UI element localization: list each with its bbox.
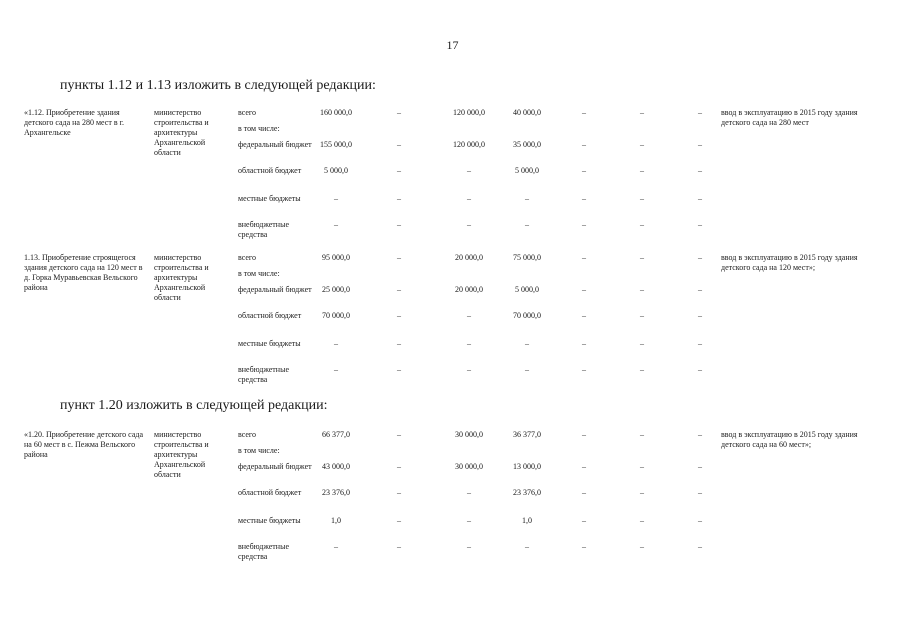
value-cell: –: [640, 253, 644, 262]
value-cell: 35 000,0: [513, 140, 541, 149]
value-cell: –: [640, 488, 644, 497]
value-cell: –: [525, 542, 529, 551]
value-cell: –: [397, 253, 401, 262]
value-cell: –: [698, 220, 702, 229]
value-cell: 120 000,0: [453, 108, 485, 117]
value-cell: 40 000,0: [513, 108, 541, 117]
value-cell: –: [640, 311, 644, 320]
value-cell: –: [582, 516, 586, 525]
source-federal: федеральный бюджет: [238, 140, 312, 149]
source-offbudget: внебюджетные средства: [238, 542, 289, 561]
value-cell: 23 376,0: [513, 488, 541, 497]
value-cell: –: [582, 220, 586, 229]
value-cell: 20 000,0: [455, 285, 483, 294]
source-regional: областной бюджет: [238, 488, 302, 497]
value-cell: –: [467, 220, 471, 229]
value-cell: –: [698, 253, 702, 262]
value-cell: –: [582, 462, 586, 471]
value-cell: 120 000,0: [453, 140, 485, 149]
value-cell: 70 000,0: [322, 311, 350, 320]
value-cell: –: [640, 339, 644, 348]
value-cell: –: [467, 516, 471, 525]
value-cell: –: [698, 311, 702, 320]
value-cell: –: [582, 339, 586, 348]
value-cell: –: [397, 488, 401, 497]
value-cell: –: [698, 339, 702, 348]
value-cell: –: [640, 430, 644, 439]
row-name: «1.20. Приобретение детского сада на 60 мест в с. Пежма Вельского района: [24, 430, 143, 459]
in-that-number: в том числе:: [238, 124, 280, 133]
value-cell: –: [467, 339, 471, 348]
value-cell: 5 000,0: [324, 166, 348, 175]
in-that-number: в том числе:: [238, 269, 280, 278]
value-cell: –: [698, 365, 702, 374]
value-cell: –: [582, 166, 586, 175]
value-cell: –: [397, 108, 401, 117]
value-cell: –: [640, 462, 644, 471]
value-cell: 1,0: [331, 516, 341, 525]
row-note: ввод в эксплуатацию в 2015 году здания детского сада на 280 мест: [721, 108, 858, 127]
row-executor: министерство строительства и архитектуры Архангельской области: [154, 108, 209, 157]
source-total: всего: [238, 430, 257, 439]
value-cell: –: [640, 542, 644, 551]
value-cell: –: [582, 365, 586, 374]
value-cell: 70 000,0: [513, 311, 541, 320]
value-cell: 5 000,0: [515, 166, 539, 175]
value-cell: –: [698, 140, 702, 149]
value-cell: –: [397, 339, 401, 348]
value-cell: –: [525, 339, 529, 348]
value-cell: –: [640, 220, 644, 229]
value-cell: –: [397, 194, 401, 203]
value-cell: –: [467, 194, 471, 203]
section-heading-1: пункты 1.12 и 1.13 изложить в следующей редакции:: [60, 78, 376, 93]
value-cell: –: [334, 194, 338, 203]
value-cell: –: [582, 253, 586, 262]
value-cell: 66 377,0: [322, 430, 350, 439]
value-cell: –: [698, 285, 702, 294]
value-cell: 20 000,0: [455, 253, 483, 262]
value-cell: –: [582, 542, 586, 551]
value-cell: –: [698, 516, 702, 525]
value-cell: –: [397, 462, 401, 471]
value-cell: –: [640, 108, 644, 117]
value-cell: –: [698, 488, 702, 497]
value-cell: –: [640, 194, 644, 203]
value-cell: 1,0: [522, 516, 532, 525]
row-note: ввод в эксплуатацию в 2015 году здания детского сада на 120 мест»;: [721, 253, 858, 272]
value-cell: –: [467, 488, 471, 497]
value-cell: –: [397, 516, 401, 525]
value-cell: 5 000,0: [515, 285, 539, 294]
value-cell: –: [397, 285, 401, 294]
value-cell: –: [467, 166, 471, 175]
source-regional: областной бюджет: [238, 166, 302, 175]
source-local: местные бюджеты: [238, 516, 301, 525]
value-cell: 43 000,0: [322, 462, 350, 471]
value-cell: –: [698, 542, 702, 551]
value-cell: –: [334, 542, 338, 551]
source-local: местные бюджеты: [238, 339, 301, 348]
value-cell: –: [582, 108, 586, 117]
value-cell: –: [525, 365, 529, 374]
value-cell: –: [467, 311, 471, 320]
value-cell: –: [640, 365, 644, 374]
in-that-number: в том числе:: [238, 446, 280, 455]
row-note: ввод в эксплуатацию в 2015 году здания детского сада на 60 мест»;: [721, 430, 858, 449]
value-cell: –: [467, 365, 471, 374]
value-cell: –: [698, 108, 702, 117]
value-cell: –: [397, 430, 401, 439]
value-cell: –: [397, 365, 401, 374]
value-cell: –: [467, 542, 471, 551]
source-federal: федеральный бюджет: [238, 462, 312, 471]
value-cell: 75 000,0: [513, 253, 541, 262]
value-cell: 25 000,0: [322, 285, 350, 294]
value-cell: –: [334, 339, 338, 348]
value-cell: –: [397, 220, 401, 229]
row-executor: министерство строительства и архитектуры Архангельской области: [154, 430, 209, 479]
value-cell: –: [582, 285, 586, 294]
value-cell: –: [334, 220, 338, 229]
value-cell: –: [525, 220, 529, 229]
value-cell: –: [698, 430, 702, 439]
value-cell: –: [582, 194, 586, 203]
row-name: «1.12. Приобретение здания детского сада на 280 мест в г. Архангельске: [24, 108, 124, 137]
value-cell: –: [640, 166, 644, 175]
source-federal: федеральный бюджет: [238, 285, 312, 294]
value-cell: –: [640, 285, 644, 294]
value-cell: 23 376,0: [322, 488, 350, 497]
value-cell: –: [698, 166, 702, 175]
value-cell: –: [698, 194, 702, 203]
value-cell: 95 000,0: [322, 253, 350, 262]
value-cell: –: [525, 194, 529, 203]
value-cell: –: [698, 462, 702, 471]
source-offbudget: внебюджетные средства: [238, 365, 289, 384]
value-cell: –: [397, 311, 401, 320]
value-cell: 160 000,0: [320, 108, 352, 117]
value-cell: –: [397, 542, 401, 551]
value-cell: –: [334, 365, 338, 374]
source-local: местные бюджеты: [238, 194, 301, 203]
section-heading-2: пункт 1.20 изложить в следующей редакции:: [60, 398, 328, 413]
row-executor: министерство строительства и архитектуры Архангельской области: [154, 253, 209, 302]
value-cell: –: [582, 488, 586, 497]
value-cell: –: [397, 166, 401, 175]
value-cell: 30 000,0: [455, 430, 483, 439]
value-cell: 13 000,0: [513, 462, 541, 471]
source-regional: областной бюджет: [238, 311, 302, 320]
value-cell: –: [640, 516, 644, 525]
page-number: 17: [446, 38, 459, 52]
value-cell: –: [397, 140, 401, 149]
value-cell: 30 000,0: [455, 462, 483, 471]
value-cell: –: [582, 430, 586, 439]
row-name: 1.13. Приобретение строящегося здания детского сада на 120 мест в д. Горка Муравьевская Вельского района: [24, 253, 143, 292]
value-cell: 155 000,0: [320, 140, 352, 149]
value-cell: –: [640, 140, 644, 149]
value-cell: 36 377,0: [513, 430, 541, 439]
source-offbudget: внебюджетные средства: [238, 220, 289, 239]
value-cell: –: [582, 140, 586, 149]
source-total: всего: [238, 253, 257, 262]
source-total: всего: [238, 108, 257, 117]
value-cell: –: [582, 311, 586, 320]
